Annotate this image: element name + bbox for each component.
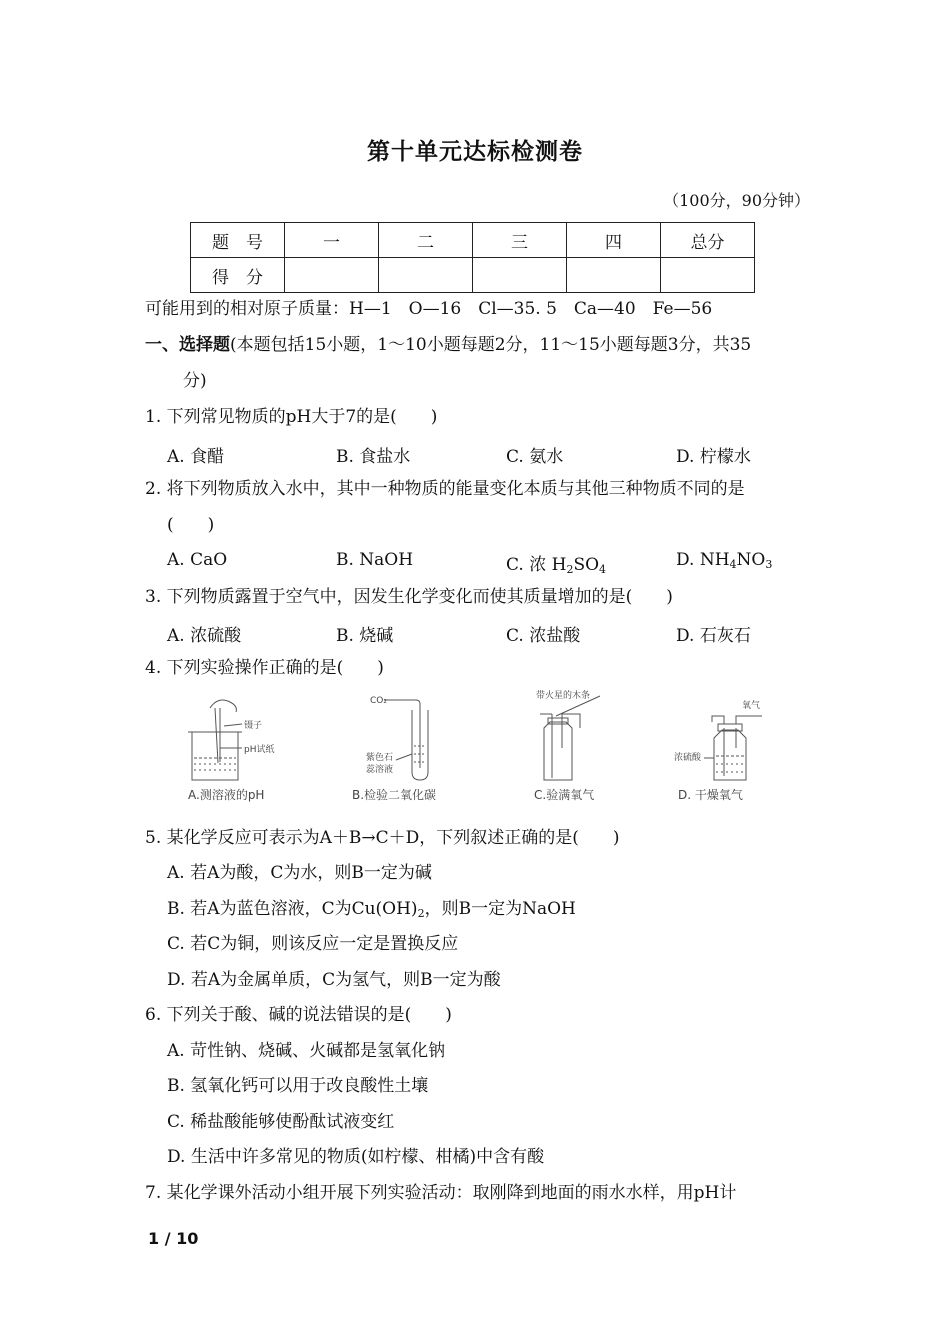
- section-heading: [145, 334, 751, 356]
- caption-b: B.检验二氧化碳: [352, 788, 437, 802]
- section-desc-cont: 分): [183, 371, 207, 391]
- exam-info: （100分，90分钟）: [663, 191, 810, 210]
- label-co2: CO₂: [370, 696, 387, 706]
- table-cell: 一: [285, 223, 379, 258]
- label-splint: 带火星的木条: [536, 691, 591, 701]
- table-cell: 四: [567, 223, 661, 258]
- q3-option-b: B. 烧碱: [336, 626, 394, 646]
- label-litmus-2: 蕊溶液: [366, 765, 394, 775]
- option-text: B. 若A为蓝色溶液，C为Cu(OH): [167, 899, 418, 919]
- score-cell: [285, 258, 379, 293]
- formula-part: D. NH: [676, 550, 730, 570]
- q6-option-c: C. 稀盐酸能够使酚酞试液变红: [167, 1112, 395, 1132]
- q2-option-b: B. NaOH: [336, 550, 414, 570]
- score-table-score-row: [191, 258, 755, 293]
- experiment-figures: [180, 688, 780, 808]
- question-2-stem: 2. 将下列物质放入水中，其中一种物质的能量变化本质与其他三种物质不同的是: [145, 479, 745, 499]
- q2-option-c: [506, 550, 606, 575]
- figure-a-ph-test: [188, 700, 242, 780]
- q5-option-b: [167, 898, 576, 920]
- formula-part: SO: [573, 555, 600, 575]
- label-sulfuric-acid: 浓硫酸: [674, 753, 702, 763]
- q6-option-d: D. 生活中许多常见的物质(如柠檬、柑橘)中含有酸: [167, 1147, 545, 1167]
- subscript: 4: [729, 558, 737, 571]
- page-number: 1 / 10: [148, 1229, 199, 1248]
- score-cell: [379, 258, 473, 293]
- table-cell: 题 号: [191, 223, 285, 258]
- q6-option-a: A. 苛性钠、烧碱、火碱都是氢氧化钠: [167, 1041, 446, 1061]
- question-2-stem-cont: ( ): [167, 515, 215, 535]
- section-desc: (本题包括15小题，1～10小题每题2分，11～15小题每题3分，共35: [230, 335, 752, 355]
- question-4-stem: 4. 下列实验操作正确的是( ): [145, 658, 384, 678]
- question-6-stem: 6. 下列关于酸、碱的说法错误的是( ): [145, 1005, 452, 1025]
- section-title: 一、选择题: [145, 335, 230, 355]
- label-litmus-1: 紫色石: [366, 753, 394, 763]
- q6-option-b: B. 氢氧化钙可以用于改良酸性土壤: [167, 1076, 429, 1096]
- q1-option-c: C. 氨水: [506, 447, 564, 467]
- table-cell: 三: [473, 223, 567, 258]
- q3-option-a: A. 浓硫酸: [167, 626, 242, 646]
- q3-option-c: C. 浓盐酸: [506, 626, 581, 646]
- subscript: 2: [417, 907, 425, 920]
- formula-part: C. 浓 H: [506, 555, 567, 575]
- question-5-stem: 5. 某化学反应可表示为A＋B→C＋D，下列叙述正确的是( ): [145, 828, 620, 848]
- question-1-stem: 1. 下列常见物质的pH大于7的是( ): [145, 407, 438, 427]
- q3-option-d: D. 石灰石: [676, 626, 751, 646]
- caption-d: D. 干燥氧气: [678, 788, 743, 802]
- question-7-stem: 7. 某化学课外活动小组开展下列实验活动：取刚降到地面的雨水水样，用pH计: [145, 1183, 737, 1203]
- score-table: [190, 222, 755, 293]
- q2-option-a: A. CaO: [167, 550, 228, 570]
- question-3-stem: 3. 下列物质露置于空气中，因发生化学变化而使其质量增加的是( ): [145, 587, 673, 607]
- q5-option-d: D. 若A为金属单质，C为氢气，则B一定为酸: [167, 970, 501, 990]
- q2-option-d: [676, 550, 772, 570]
- caption-a: A.测溶液的pH: [188, 788, 265, 802]
- score-cell: [567, 258, 661, 293]
- figure-d-dry-oxygen: [704, 716, 762, 780]
- subscript: 3: [765, 558, 773, 571]
- page-title: 第十单元达标检测卷: [367, 139, 583, 165]
- subscript: 4: [599, 563, 607, 576]
- atomic-masses: 可能用到的相对原子质量：H—1 O—16 Cl—35. 5 Ca—40 Fe—56: [145, 299, 713, 319]
- score-table-header-row: [191, 223, 755, 258]
- table-cell: 总分: [661, 223, 755, 258]
- label-oxygen: 氧气: [742, 701, 761, 711]
- caption-c: C.验满氧气: [534, 788, 595, 802]
- label-ph-paper: pH试纸: [244, 745, 275, 755]
- table-cell: 得 分: [191, 258, 285, 293]
- score-cell: [473, 258, 567, 293]
- formula-part: NO: [736, 550, 766, 570]
- label-tweezers: 镊子: [244, 721, 263, 731]
- q5-option-a: A. 若A为酸，C为水，则B一定为碱: [167, 863, 432, 883]
- q1-option-b: B. 食盐水: [336, 447, 411, 467]
- figure-c-oxygen-full: [540, 696, 600, 780]
- subscript: 2: [566, 563, 574, 576]
- score-cell: [661, 258, 755, 293]
- q1-option-d: D. 柠檬水: [676, 447, 751, 467]
- q1-option-a: A. 食醋: [167, 447, 225, 467]
- q5-option-c: C. 若C为铜，则该反应一定是置换反应: [167, 934, 459, 954]
- option-text: ，则B一定为NaOH: [424, 899, 576, 919]
- table-cell: 二: [379, 223, 473, 258]
